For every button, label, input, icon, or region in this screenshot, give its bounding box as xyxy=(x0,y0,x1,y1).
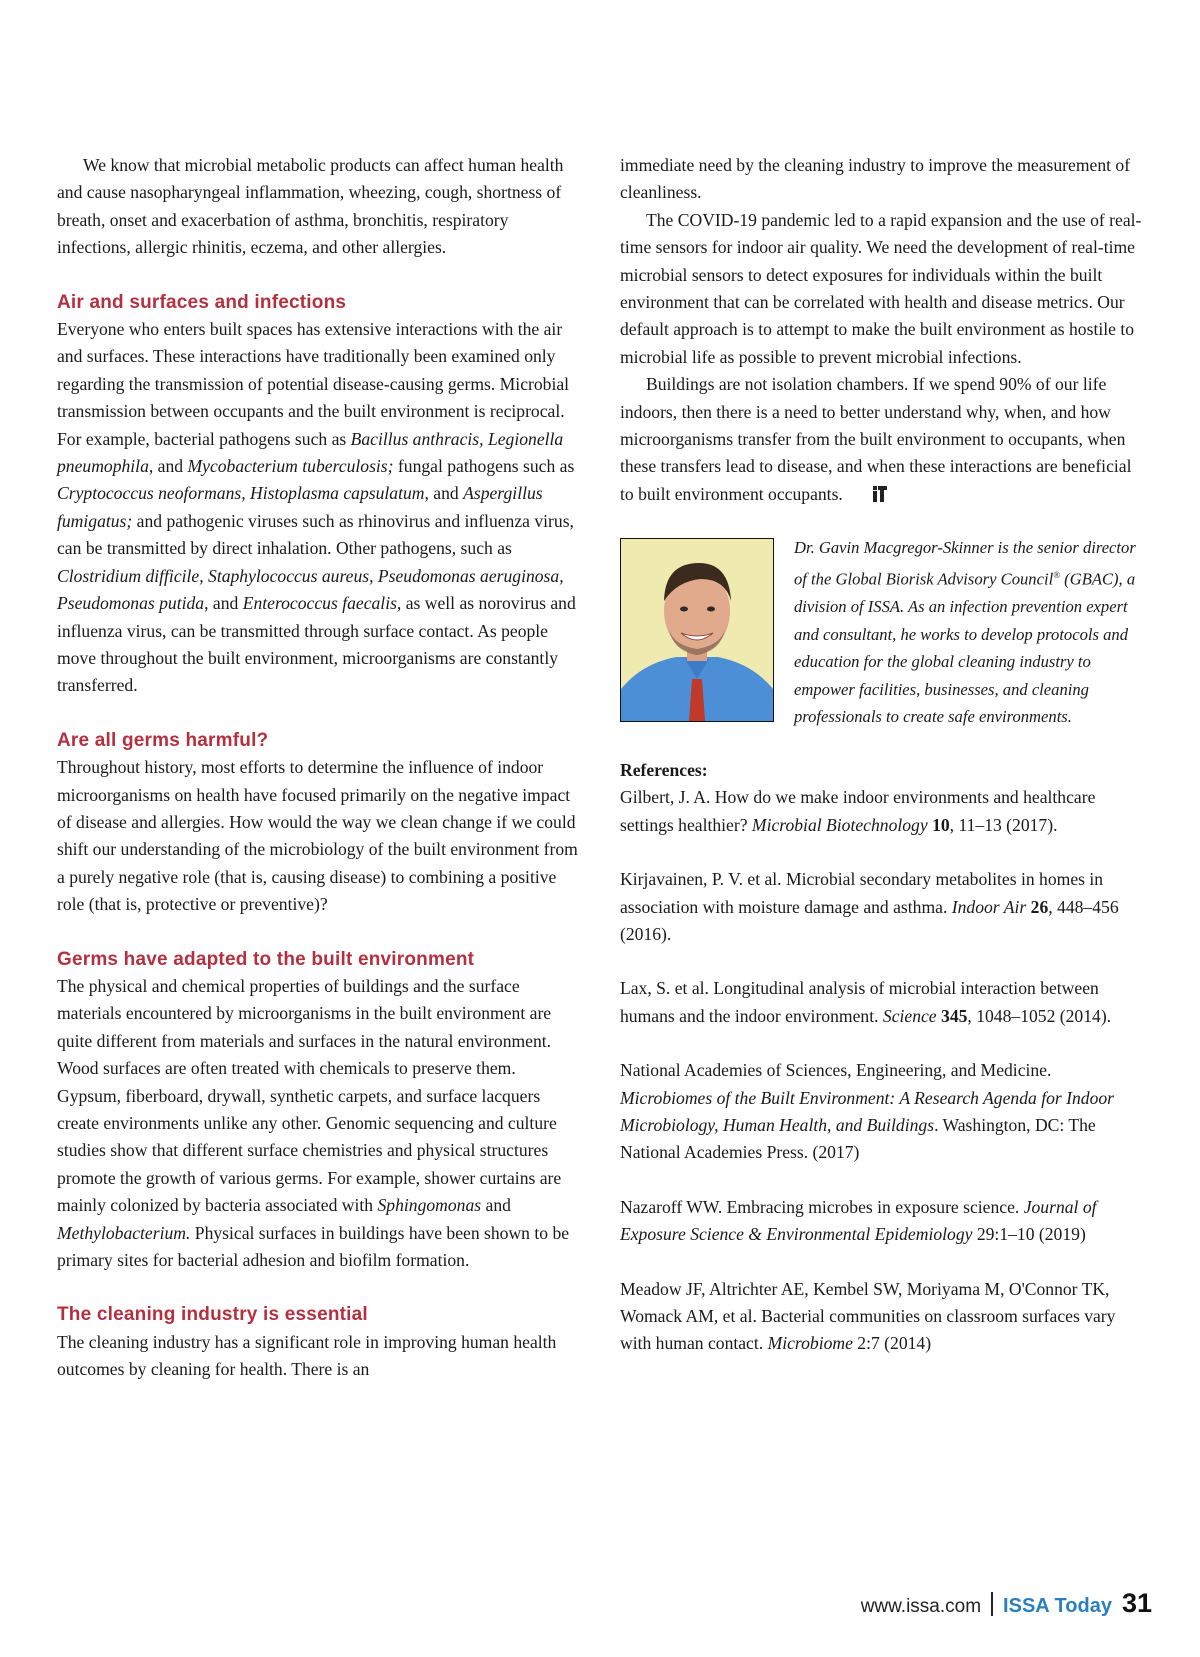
reference-item: National Academies of Sciences, Engineering, and Medicine. Microbiomes of the Built Environment: A Research Agenda for Indoor Microbiology, Human Health, and Buildings. Washington, DC: The National Academies Press. (2017) xyxy=(620,1060,1115,1163)
left-column xyxy=(57,152,582,1384)
issa-end-mark-icon xyxy=(847,483,861,499)
germs-adapted-paragraph: The physical and chemical properties of buildings and the surface materials encountered by microorganisms in the built environment are quite different from materials and surfaces in the natural environment. Wood surfaces are often treated with chemicals to preserve them. Gypsum, fiberboard, drywall, synthetic carpets, and surface lacquers create environments unlike any other. Genomic sequencing and culture studies show that different surface chemistries and physical structures promote the growth of various germs. For example, shower curtains are mainly colonized by bacteria associated with Sphingomonas and Methylobacterium. Physical surfaces in buildings have been shown to be primary sites for bacterial adhesion and biofilm formation. xyxy=(57,975,570,1271)
buildings-paragraph: Buildings are not isolation chambers. If we spend 90% of our life indoors, then there is a need to better understand why, when, and how microorganisms transfer from the built environment to occupants, when these transfers lead to disease, and when these interactions are beneficial to built environment occupants. xyxy=(620,374,1132,504)
reference-item: Gilbert, J. A. How do we make indoor environments and healthcare settings healthier? Microbial Biotechnology 10, 11–13 (2017). xyxy=(620,787,1096,835)
reference-item: Nazaroff WW. Embracing microbes in exposure science. Journal of Exposure Science & Environmental Epidemiology 29:1–10 (2019) xyxy=(620,1196,1097,1245)
intro-paragraph: We know that microbial metabolic products can affect human health and cause nasopharyngeal inflammation, wheezing, cough, shortness of breath, onset and exacerbation of asthma, bronchitis, respiratory infections, allergic rhinitis, eczema, and other allergies. xyxy=(57,155,564,258)
air-surfaces-paragraph: Everyone who enters built spaces has extensive interactions with the air and surfaces. These interactions have traditionally been examined only regarding the transmission of potential disease-causing germs. Microbial transmission between occupants and the built environment is reciprocal. For example, bacterial pathogens such as Bacillus anthracis, Legionella pneumophila, and Mycobacterium tuberculosis; fungal pathogens such as Cryptococcus neoformans, Histoplasma capsulatum, and Aspergillus fumigatus; and pathogenic viruses such as rhinovirus and influenza virus, can be transmitted by direct inhalation. Other pathogens, such as Clostridium difficile, Staphylococcus aureus, Pseudomonas aeruginosa, Pseudomonas putida, and Enterococcus faecalis, as well as norovirus and influenza virus, can be transmitted through surface contact. As people move throughout the built environment, microorganisms are constantly transferred. xyxy=(57,319,576,696)
references-heading: References: xyxy=(620,759,708,780)
reference-item: Lax, S. et al. Longitudinal analysis of microbial interaction between humans and the indoor environment. Science 345, 1048–1052 (2014). xyxy=(620,978,1112,1026)
reference-item: Kirjavainen, P. V. et al. Microbial secondary metabolites in homes in association with moisture damage and asthma. Indoor Air 26, 448–456 (2016). xyxy=(620,869,1119,944)
section-heading-germs-harmful: Are all germs harmful? xyxy=(57,729,269,751)
page-footer xyxy=(861,1588,1152,1619)
author-photo xyxy=(620,538,774,722)
continued-paragraph: immediate need by the cleaning industry to improve the measurement of cleanliness. xyxy=(620,155,1131,203)
cleaning-industry-paragraph: The cleaning industry has a significant role in improving human health outcomes by cleaning for health. There is an xyxy=(57,1331,557,1380)
author-bio xyxy=(620,534,1145,731)
footer-divider xyxy=(991,1592,993,1616)
germs-harmful-paragraph: Throughout history, most efforts to determine the influence of indoor microorganisms on health have focused primarily on the negative impact of disease and allergies. How would the way we clean change if we could shift our understanding of the microbiology of the built environment from a purely negative role (that is, causing disease) to combining a positive role (that is, protective or preventive)? xyxy=(57,757,578,915)
section-heading-germs-adapted: Germs have adapted to the built environment xyxy=(57,948,475,970)
author-bio-text: Dr. Gavin Macgregor-Skinner is the senior director of the Global Biorisk Advisory Council® (GBAC), a division of ISSA. As an infection prevention expert and consultant, he works to develop protocols and education for the global cleaning industry to empower facilities, businesses, and cleaning professionals to create safe environments. xyxy=(794,538,1136,727)
reference-item: Meadow JF, Altrichter AE, Kembel SW, Moriyama M, O'Connor TK, Womack AM, et al. Bacterial communities on classroom surfaces vary with human contact. Microbiome 2:7 (2014) xyxy=(620,1278,1116,1354)
right-column xyxy=(620,152,1145,1385)
section-heading-air-surfaces: Air and surfaces and infections xyxy=(57,291,347,313)
magazine-name: ISSA Today xyxy=(1003,1595,1112,1617)
page-number: 31 xyxy=(1121,1588,1152,1618)
covid-paragraph: The COVID-19 pandemic led to a rapid expansion and the use of real-time sensors for indoor air quality. We need the development of real-time microbial sensors to detect exposures for individuals within the built environment that can be correlated with health and disease metrics. Our default approach is to attempt to make the built environment as hostile to microbial life as possible to prevent microbial infections. xyxy=(620,209,1142,367)
section-heading-cleaning-industry: The cleaning industry is essential xyxy=(57,1304,368,1326)
footer-url[interactable]: www.issa.com xyxy=(860,1596,982,1617)
